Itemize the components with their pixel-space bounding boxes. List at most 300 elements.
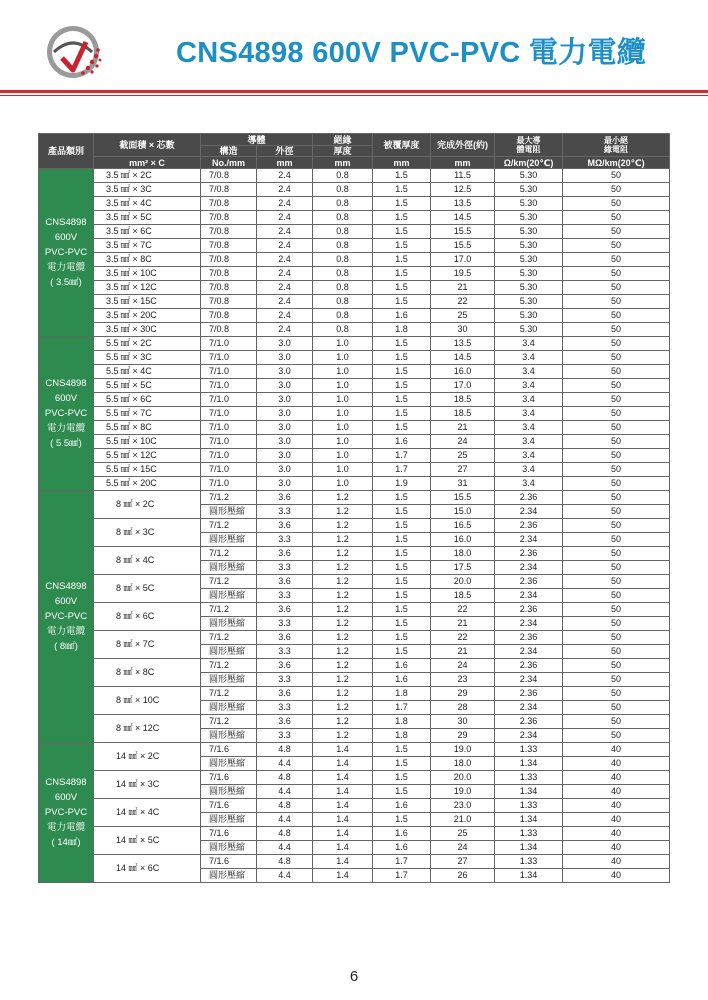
- od-cell: 3.6: [257, 603, 313, 617]
- table-row: [39, 575, 670, 589]
- table-row: [39, 771, 670, 785]
- table-row: [39, 253, 670, 267]
- category-line: 600V: [54, 232, 78, 243]
- header-construction-unit: No./mm: [201, 157, 257, 169]
- insres-cell: 40: [563, 813, 670, 827]
- size-cell: 5.5 ㎟ × 4C: [94, 365, 201, 379]
- insres-cell: 50: [563, 337, 670, 351]
- resistance-cell: 5.30: [495, 197, 563, 211]
- insulation-cell: 0.8: [313, 197, 373, 211]
- insulation-cell: 1.2: [313, 729, 373, 743]
- size-cell: 8 ㎟ × 6C: [94, 603, 201, 631]
- table-row: [39, 491, 670, 505]
- conductor-cell: 7/1.6: [201, 771, 257, 785]
- overall-cell: 18.5: [431, 589, 495, 603]
- resistance-cell: 5.30: [495, 295, 563, 309]
- od-cell: 4.4: [257, 813, 313, 827]
- resistance-cell: 1.34: [495, 785, 563, 799]
- sheath-cell: 1.5: [373, 365, 431, 379]
- header-conductor: 導體: [201, 134, 313, 146]
- conductor-cell: 7/1.2: [201, 547, 257, 561]
- conductor-cell: 7/1.0: [201, 365, 257, 379]
- size-cell: 5.5 ㎟ × 5C: [94, 379, 201, 393]
- insres-cell: 50: [563, 197, 670, 211]
- insres-cell: 50: [563, 477, 670, 491]
- category-line: PVC-PVC: [44, 408, 88, 419]
- resistance-cell: 3.4: [495, 435, 563, 449]
- header-insres: 最小絕 緣電阻: [563, 134, 670, 157]
- table-row: [39, 197, 670, 211]
- table-row: [39, 295, 670, 309]
- od-cell: 3.6: [257, 659, 313, 673]
- table-row: [39, 687, 670, 701]
- page-title: CNS4898 600V PVC-PVC 電力電纜: [176, 37, 647, 69]
- page-number: 6: [349, 968, 359, 985]
- insulation-cell: 1.4: [313, 827, 373, 841]
- insres-cell: 40: [563, 827, 670, 841]
- resistance-cell: 2.36: [495, 687, 563, 701]
- conductor-cell: 圓形壓縮: [201, 505, 257, 519]
- size-cell: 5.5 ㎟ × 10C: [94, 435, 201, 449]
- insulation-cell: 0.8: [313, 211, 373, 225]
- table-row: [39, 519, 670, 533]
- resistance-cell: 5.30: [495, 309, 563, 323]
- od-cell: 3.3: [257, 701, 313, 715]
- sheath-cell: 1.5: [373, 785, 431, 799]
- sheath-cell: 1.8: [373, 323, 431, 337]
- size-cell: 3.5 ㎟ × 3C: [94, 183, 201, 197]
- header-sheath: 被覆厚度: [373, 134, 431, 157]
- size-cell: 3.5 ㎟ × 10C: [94, 267, 201, 281]
- category-line: CNS4898: [45, 581, 87, 592]
- insulation-cell: 1.2: [313, 575, 373, 589]
- sheath-cell: 1.5: [373, 533, 431, 547]
- insulation-cell: 1.2: [313, 645, 373, 659]
- resistance-cell: 3.4: [495, 393, 563, 407]
- insulation-cell: 1.2: [313, 491, 373, 505]
- category-line: ( 5.5㎟): [50, 438, 82, 449]
- od-cell: 4.8: [257, 855, 313, 869]
- sheath-cell: 1.7: [373, 701, 431, 715]
- insulation-cell: 0.8: [313, 253, 373, 267]
- insres-cell: 50: [563, 603, 670, 617]
- sheath-cell: 1.5: [373, 183, 431, 197]
- insulation-cell: 1.0: [313, 407, 373, 421]
- overall-cell: 24: [431, 841, 495, 855]
- od-cell: 4.8: [257, 799, 313, 813]
- sheath-cell: 1.7: [373, 855, 431, 869]
- sheath-cell: 1.6: [373, 841, 431, 855]
- insres-cell: 50: [563, 687, 670, 701]
- table-row: [39, 365, 670, 379]
- sheath-cell: 1.5: [373, 421, 431, 435]
- resistance-cell: 2.36: [495, 491, 563, 505]
- category-line: 600V: [54, 393, 78, 404]
- insulation-cell: 1.2: [313, 519, 373, 533]
- sheath-cell: 1.5: [373, 295, 431, 309]
- header-insulation: 絕緣: [313, 134, 373, 146]
- insulation-cell: 1.4: [313, 855, 373, 869]
- conductor-cell: 7/1.2: [201, 575, 257, 589]
- header-divider: [0, 90, 708, 93]
- sheath-cell: 1.7: [373, 869, 431, 883]
- conductor-cell: 7/1.6: [201, 855, 257, 869]
- overall-cell: 13.5: [431, 197, 495, 211]
- size-cell: 5.5 ㎟ × 15C: [94, 463, 201, 477]
- insres-cell: 50: [563, 421, 670, 435]
- insulation-cell: 1.4: [313, 785, 373, 799]
- table-row: [39, 351, 670, 365]
- od-cell: 2.4: [257, 239, 313, 253]
- od-cell: 3.0: [257, 351, 313, 365]
- insulation-cell: 0.8: [313, 183, 373, 197]
- od-cell: 3.0: [257, 379, 313, 393]
- table-row: [39, 463, 670, 477]
- od-cell: 3.3: [257, 673, 313, 687]
- resistance-cell: 1.33: [495, 855, 563, 869]
- size-cell: 8 ㎟ × 8C: [94, 659, 201, 687]
- table-row: [39, 603, 670, 617]
- table-row: [39, 743, 670, 757]
- od-cell: 4.8: [257, 743, 313, 757]
- insres-cell: 50: [563, 435, 670, 449]
- conductor-cell: 7/1.6: [201, 799, 257, 813]
- od-cell: 3.0: [257, 449, 313, 463]
- resistance-cell: 2.34: [495, 533, 563, 547]
- insulation-cell: 1.4: [313, 743, 373, 757]
- company-logo-icon: [40, 22, 106, 84]
- resistance-cell: 3.4: [495, 477, 563, 491]
- resistance-cell: 2.34: [495, 505, 563, 519]
- table-row: [39, 211, 670, 225]
- resistance-cell: 5.30: [495, 267, 563, 281]
- insres-cell: 50: [563, 561, 670, 575]
- od-cell: 2.4: [257, 309, 313, 323]
- insres-cell: 40: [563, 785, 670, 799]
- od-cell: 2.4: [257, 295, 313, 309]
- overall-cell: 22: [431, 295, 495, 309]
- category-line: PVC-PVC: [44, 247, 88, 258]
- insulation-cell: 0.8: [313, 267, 373, 281]
- sheath-cell: 1.5: [373, 561, 431, 575]
- sheath-cell: 1.5: [373, 211, 431, 225]
- insres-cell: 50: [563, 645, 670, 659]
- resistance-cell: 3.4: [495, 351, 563, 365]
- overall-cell: 21: [431, 421, 495, 435]
- od-cell: 2.4: [257, 267, 313, 281]
- insulation-cell: 1.2: [313, 659, 373, 673]
- overall-cell: 16.0: [431, 533, 495, 547]
- overall-cell: 14.5: [431, 351, 495, 365]
- size-cell: 8 ㎟ × 7C: [94, 631, 201, 659]
- overall-cell: 21.0: [431, 813, 495, 827]
- header-od: 外徑: [257, 146, 313, 157]
- insres-cell: 50: [563, 309, 670, 323]
- category-line: 電力電纜: [46, 626, 85, 637]
- od-cell: 2.4: [257, 169, 313, 183]
- od-cell: 2.4: [257, 225, 313, 239]
- conductor-cell: 7/0.8: [201, 295, 257, 309]
- resistance-cell: 3.4: [495, 463, 563, 477]
- sheath-cell: 1.5: [373, 771, 431, 785]
- table-body: [39, 169, 670, 883]
- conductor-cell: 7/1.0: [201, 393, 257, 407]
- insres-cell: 50: [563, 323, 670, 337]
- od-cell: 4.4: [257, 757, 313, 771]
- category-line: CNS4898: [45, 378, 87, 389]
- insulation-cell: 1.4: [313, 813, 373, 827]
- od-cell: 3.6: [257, 491, 313, 505]
- od-cell: 3.6: [257, 519, 313, 533]
- od-cell: 2.4: [257, 183, 313, 197]
- sheath-cell: 1.9: [373, 477, 431, 491]
- table-row: [39, 407, 670, 421]
- conductor-cell: 7/1.2: [201, 687, 257, 701]
- od-cell: 3.3: [257, 589, 313, 603]
- conductor-cell: 圓形壓縮: [201, 645, 257, 659]
- size-cell: 3.5 ㎟ × 7C: [94, 239, 201, 253]
- sheath-cell: 1.7: [373, 449, 431, 463]
- sheath-cell: 1.5: [373, 407, 431, 421]
- insres-cell: 40: [563, 743, 670, 757]
- conductor-cell: 7/1.2: [201, 519, 257, 533]
- od-cell: 2.4: [257, 197, 313, 211]
- sheath-cell: 1.5: [373, 337, 431, 351]
- overall-cell: 29: [431, 687, 495, 701]
- overall-cell: 31: [431, 477, 495, 491]
- insulation-cell: 0.8: [313, 295, 373, 309]
- resistance-cell: 1.34: [495, 869, 563, 883]
- category-cell: [39, 337, 94, 491]
- insulation-cell: 1.4: [313, 841, 373, 855]
- category-line: ( 3.5㎟): [50, 277, 82, 288]
- insres-cell: 50: [563, 351, 670, 365]
- size-cell: 3.5 ㎟ × 6C: [94, 225, 201, 239]
- od-cell: 3.6: [257, 575, 313, 589]
- od-cell: 4.4: [257, 841, 313, 855]
- table-row: [39, 715, 670, 729]
- resistance-cell: 2.36: [495, 715, 563, 729]
- category-line: PVC-PVC: [44, 611, 88, 622]
- overall-cell: 20.0: [431, 771, 495, 785]
- sheath-cell: 1.5: [373, 757, 431, 771]
- overall-cell: 25: [431, 449, 495, 463]
- category-cell: [39, 491, 94, 743]
- overall-cell: 27: [431, 855, 495, 869]
- sheath-cell: 1.6: [373, 309, 431, 323]
- insulation-cell: 1.2: [313, 533, 373, 547]
- overall-cell: 27: [431, 463, 495, 477]
- conductor-cell: 7/1.0: [201, 407, 257, 421]
- od-cell: 3.0: [257, 407, 313, 421]
- overall-cell: 21: [431, 645, 495, 659]
- conductor-cell: 7/1.6: [201, 743, 257, 757]
- od-cell: 2.4: [257, 323, 313, 337]
- resistance-cell: 5.30: [495, 281, 563, 295]
- od-cell: 3.0: [257, 463, 313, 477]
- sheath-cell: 1.5: [373, 351, 431, 365]
- resistance-cell: 2.36: [495, 603, 563, 617]
- insres-cell: 50: [563, 407, 670, 421]
- resistance-cell: 2.36: [495, 575, 563, 589]
- sheath-cell: 1.5: [373, 393, 431, 407]
- conductor-cell: 7/1.0: [201, 435, 257, 449]
- overall-cell: 12.5: [431, 183, 495, 197]
- resistance-cell: 3.4: [495, 449, 563, 463]
- od-cell: 4.8: [257, 771, 313, 785]
- size-cell: 3.5 ㎟ × 15C: [94, 295, 201, 309]
- insres-cell: 50: [563, 169, 670, 183]
- insres-cell: 40: [563, 771, 670, 785]
- sheath-cell: 1.5: [373, 575, 431, 589]
- conductor-cell: 7/1.0: [201, 421, 257, 435]
- od-cell: 3.0: [257, 477, 313, 491]
- size-cell: 3.5 ㎟ × 4C: [94, 197, 201, 211]
- insulation-cell: 1.2: [313, 701, 373, 715]
- insres-cell: 40: [563, 841, 670, 855]
- overall-cell: 22: [431, 631, 495, 645]
- table-row: [39, 449, 670, 463]
- conductor-cell: 7/1.2: [201, 603, 257, 617]
- size-cell: 14 ㎟ × 3C: [94, 771, 201, 799]
- category-line: 電力電纜: [46, 262, 85, 273]
- header-construction: 構造: [201, 146, 257, 157]
- sheath-cell: 1.5: [373, 267, 431, 281]
- overall-cell: 28: [431, 701, 495, 715]
- size-cell: 3.5 ㎟ × 20C: [94, 309, 201, 323]
- table-row: [39, 239, 670, 253]
- insres-cell: 50: [563, 701, 670, 715]
- table-row: [39, 659, 670, 673]
- sheath-cell: 1.5: [373, 813, 431, 827]
- insulation-cell: 1.4: [313, 869, 373, 883]
- table-row: [39, 169, 670, 183]
- size-cell: 8 ㎟ × 10C: [94, 687, 201, 715]
- insulation-cell: 1.0: [313, 351, 373, 365]
- overall-cell: 25: [431, 827, 495, 841]
- insres-cell: 50: [563, 617, 670, 631]
- sheath-cell: 1.6: [373, 799, 431, 813]
- insulation-cell: 0.8: [313, 239, 373, 253]
- header-od-unit: mm: [257, 157, 313, 169]
- od-cell: 4.8: [257, 827, 313, 841]
- resistance-cell: 3.4: [495, 365, 563, 379]
- sheath-cell: 1.5: [373, 617, 431, 631]
- conductor-cell: 7/0.8: [201, 323, 257, 337]
- overall-cell: 17.5: [431, 561, 495, 575]
- size-cell: 8 ㎟ × 12C: [94, 715, 201, 743]
- sheath-cell: 1.5: [373, 491, 431, 505]
- insres-cell: 50: [563, 211, 670, 225]
- insulation-cell: 1.4: [313, 799, 373, 813]
- size-cell: 8 ㎟ × 2C: [94, 491, 201, 519]
- size-cell: 14 ㎟ × 2C: [94, 743, 201, 771]
- category-line: ( 8㎟): [54, 641, 78, 652]
- conductor-cell: 圓形壓縮: [201, 589, 257, 603]
- resistance-cell: 1.34: [495, 813, 563, 827]
- conductor-cell: 圓形壓縮: [201, 617, 257, 631]
- category-line: 600V: [54, 792, 78, 803]
- size-cell: 8 ㎟ × 5C: [94, 575, 201, 603]
- table-row: [39, 435, 670, 449]
- overall-cell: 14.5: [431, 211, 495, 225]
- header-sheath-unit: mm: [373, 157, 431, 169]
- cable-spec-table: [38, 133, 670, 883]
- insulation-cell: 0.8: [313, 225, 373, 239]
- conductor-cell: 圓形壓縮: [201, 701, 257, 715]
- size-cell: 5.5 ㎟ × 3C: [94, 351, 201, 365]
- sheath-cell: 1.5: [373, 281, 431, 295]
- sheath-cell: 1.5: [373, 631, 431, 645]
- od-cell: 3.6: [257, 687, 313, 701]
- sheath-cell: 1.5: [373, 645, 431, 659]
- od-cell: 3.0: [257, 365, 313, 379]
- insulation-cell: 1.0: [313, 477, 373, 491]
- od-cell: 4.4: [257, 869, 313, 883]
- overall-cell: 11.5: [431, 169, 495, 183]
- header-resistance-unit: Ω/km(20℃): [495, 157, 563, 169]
- conductor-cell: 7/0.8: [201, 183, 257, 197]
- overall-cell: 30: [431, 715, 495, 729]
- conductor-cell: 圓形壓縮: [201, 757, 257, 771]
- od-cell: 3.3: [257, 533, 313, 547]
- resistance-cell: 1.33: [495, 743, 563, 757]
- overall-cell: 18.0: [431, 547, 495, 561]
- sheath-cell: 1.5: [373, 505, 431, 519]
- table-row: [39, 393, 670, 407]
- insulation-cell: 1.2: [313, 505, 373, 519]
- conductor-cell: 圓形壓縮: [201, 729, 257, 743]
- header-size: 截面積 × 芯數: [94, 134, 201, 157]
- insres-cell: 50: [563, 547, 670, 561]
- conductor-cell: 7/0.8: [201, 267, 257, 281]
- resistance-cell: 3.4: [495, 379, 563, 393]
- resistance-cell: 2.36: [495, 659, 563, 673]
- conductor-cell: 圓形壓縮: [201, 785, 257, 799]
- resistance-cell: 3.4: [495, 421, 563, 435]
- resistance-cell: 5.30: [495, 323, 563, 337]
- insres-cell: 40: [563, 757, 670, 771]
- table-row: [39, 225, 670, 239]
- insres-cell: 50: [563, 281, 670, 295]
- header-category: 產品類別: [39, 134, 94, 169]
- overall-cell: 18.5: [431, 393, 495, 407]
- insres-cell: 50: [563, 365, 670, 379]
- size-cell: 5.5 ㎟ × 6C: [94, 393, 201, 407]
- overall-cell: 18.5: [431, 407, 495, 421]
- sheath-cell: 1.6: [373, 659, 431, 673]
- insres-cell: 50: [563, 393, 670, 407]
- header-ins-unit: mm: [313, 157, 373, 169]
- size-cell: 14 ㎟ × 5C: [94, 827, 201, 855]
- header-resistance: 最大導 體電阻: [495, 134, 563, 157]
- resistance-cell: 3.4: [495, 407, 563, 421]
- resistance-cell: 5.30: [495, 253, 563, 267]
- header-overall-unit: mm: [431, 157, 495, 169]
- conductor-cell: 7/1.2: [201, 631, 257, 645]
- conductor-cell: 7/0.8: [201, 253, 257, 267]
- header-divider-thin: [0, 95, 708, 96]
- resistance-cell: 1.33: [495, 771, 563, 785]
- category-line: 電力電纜: [46, 822, 85, 833]
- overall-cell: 26: [431, 869, 495, 883]
- category-line: 600V: [54, 596, 78, 607]
- conductor-cell: 圓形壓縮: [201, 533, 257, 547]
- sheath-cell: 1.5: [373, 743, 431, 757]
- insulation-cell: 0.8: [313, 169, 373, 183]
- conductor-cell: 7/1.0: [201, 337, 257, 351]
- table-row: [39, 309, 670, 323]
